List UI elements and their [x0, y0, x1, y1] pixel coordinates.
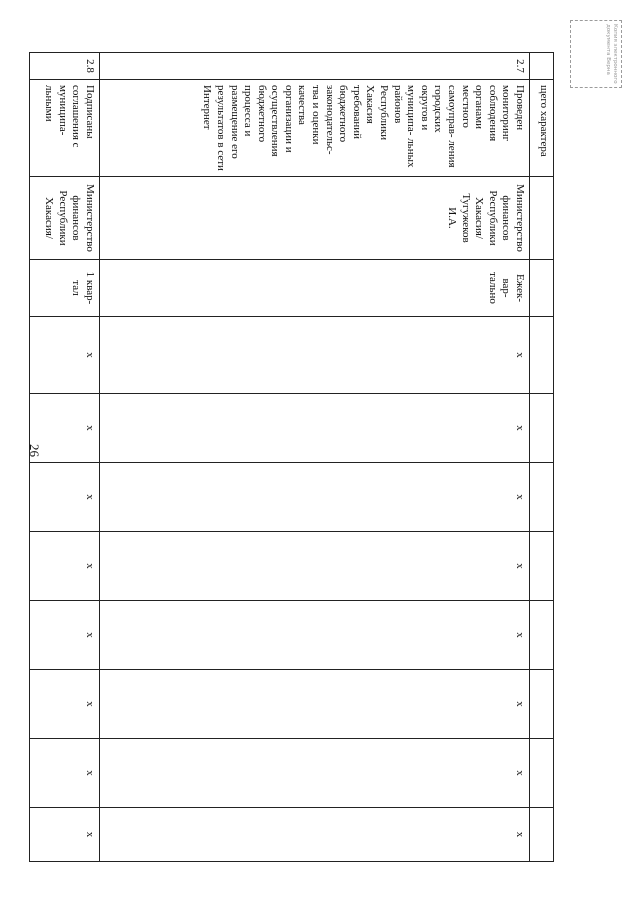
measure-name: Проведен мониторинг соблюдения органами местного самоуправ- ления городских округов и муниципа- льных районов Республики Хакасия требований бюджетного законодательс- тва и оценки качества организации и осуществления бюджетного процесса и размещение его результатов в сети Интернет [100, 80, 530, 177]
mark-cell: х [100, 317, 530, 394]
mark-cell: х [30, 394, 100, 463]
mark-cell: х [100, 394, 530, 463]
mark-cell: х [30, 463, 100, 532]
empty-cell [530, 53, 554, 80]
mark-cell: х [100, 670, 530, 739]
empty-cell [530, 260, 554, 317]
measure-name: Подписаны соглашения с муниципа- льными [30, 80, 100, 177]
empty-cell [530, 317, 554, 394]
mark-cell: х [30, 601, 100, 670]
empty-cell [530, 808, 554, 862]
empty-cell [530, 463, 554, 532]
mark-cell: х [30, 317, 100, 394]
mark-cell: х [100, 532, 530, 601]
copy-stamp: Копия электронного документа Верна [570, 20, 622, 88]
table-row [30, 53, 100, 862]
mark-cell: х [30, 739, 100, 808]
period-cell: 1 квар- тал [30, 260, 100, 317]
row-number: 2.8 [30, 53, 100, 80]
empty-cell [530, 394, 554, 463]
schedule-table [29, 52, 554, 862]
row-number: 2.7 [100, 53, 530, 80]
continuation-row [530, 53, 554, 862]
empty-cell [530, 177, 554, 260]
mark-cell: х [100, 601, 530, 670]
mark-cell: х [30, 532, 100, 601]
responsible-cell: Министерство финансов Республики Хакасия/ Тугужеков И.А. [100, 177, 530, 260]
continuation-cell: щего характера [530, 80, 554, 177]
period-cell: Ежек- вар- тально [100, 260, 530, 317]
mark-cell: х [30, 808, 100, 862]
page-number: 26 [27, 444, 42, 457]
empty-cell [530, 532, 554, 601]
empty-cell [530, 601, 554, 670]
mark-cell: х [100, 808, 530, 862]
mark-cell: х [30, 670, 100, 739]
empty-cell [530, 670, 554, 739]
mark-cell: х [100, 739, 530, 808]
table-row [100, 53, 530, 862]
mark-cell: х [100, 463, 530, 532]
responsible-cell: Министерство финансов Республики Хакасия/ [30, 177, 100, 260]
empty-cell [530, 739, 554, 808]
